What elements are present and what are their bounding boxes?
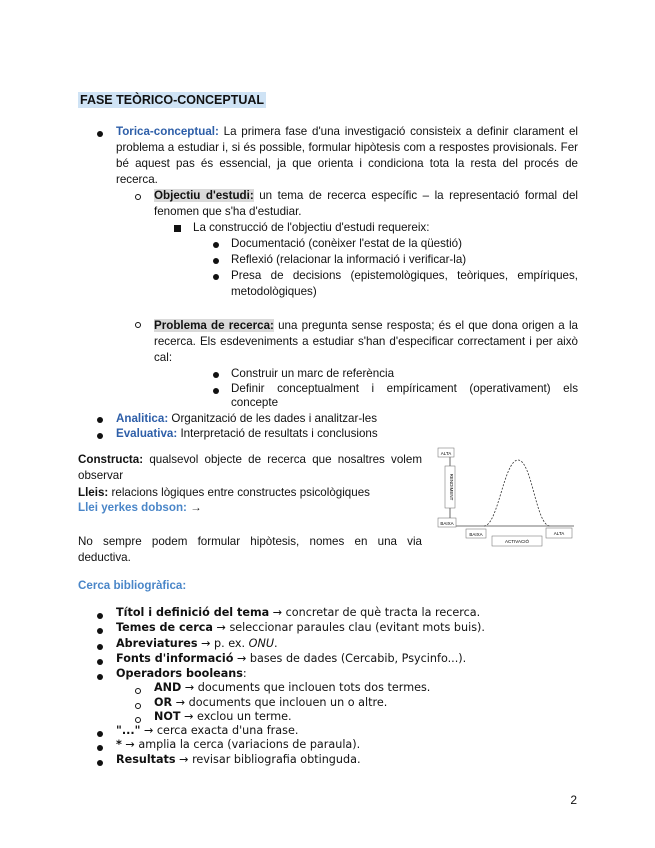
cerca-item-bold: Títol i definició del tema xyxy=(116,606,270,619)
bullet-circle xyxy=(135,194,141,200)
boolean-text: → documents que inclouen tots dos termes. xyxy=(181,681,431,694)
bullet-dot xyxy=(97,659,103,665)
graph-y-top-label: ALTA xyxy=(440,451,452,456)
torica-paragraph xyxy=(116,124,578,188)
bullet-dot xyxy=(213,242,219,248)
problema-item: Construir un marc de referència xyxy=(231,367,395,380)
objectiu-sub-intro: La construcció de l'objectiu d'estudi requereix: xyxy=(193,221,430,234)
bullet-dot xyxy=(97,433,103,439)
cerca-item-text: → concretar de què tracta la recerca. xyxy=(269,606,481,619)
cerca-item-bold: Temes de cerca xyxy=(116,621,213,634)
cerca-item-bold: Fonts d'informació xyxy=(116,652,234,665)
cerca-item-bold: Abreviatures xyxy=(116,637,198,650)
bullet-dot xyxy=(97,731,103,737)
cerca-item-italic: ONU xyxy=(248,637,275,650)
cerca-item-text: → cerca exacta d'una frase. xyxy=(140,724,299,737)
evaluativa-text: Interpretació de resultats i conclusions xyxy=(180,427,378,440)
constructa-text: qualsevol objecte de recerca que nosaltres volem observar xyxy=(78,453,422,482)
evaluativa-label: Evaluativa: xyxy=(116,427,178,440)
bullet-dot xyxy=(97,745,103,751)
cerca-item-bold: Operadors booleans xyxy=(116,667,243,680)
bullet-dot xyxy=(97,613,103,619)
graph-x-center-label: ACTIVACIÓ xyxy=(505,539,529,544)
cerca-item-bold: Resultats xyxy=(116,753,176,766)
bullet-dot xyxy=(213,274,219,280)
yerkes-arrow: → xyxy=(190,501,202,514)
boolean-text: → exclou un terme. xyxy=(180,710,292,723)
objectiu-text: un tema de recerca específic – la representació formal del fenomen que s'ha d'estudiar. xyxy=(154,189,578,218)
torica-text: La primera fase d'una investigació consisteix a definir clarament el problema a estudiar i, si és possible, formular hipòtesis com a respostes provisionals. Fer bé aquest pas és essencial, ja que orienta i condiciona tota la resta del procés de recerca. xyxy=(116,125,578,186)
cerca-item-text: → revisar bibliografia obtinguda. xyxy=(175,753,361,766)
bullet-square xyxy=(174,225,181,232)
analitica-label: Analitica: xyxy=(116,412,169,425)
bullet-dot xyxy=(97,417,103,423)
problema-paragraph xyxy=(154,318,578,366)
lleis-text: relacions lògiques entre constructes psicològiques xyxy=(111,486,370,499)
objectiu-label: Objectiu d'estudi: xyxy=(154,189,254,202)
bullet-dot xyxy=(97,131,103,137)
objectiu-item: Documentació (conèixer l'estat de la qüestió) xyxy=(231,237,462,250)
page-number: 2 xyxy=(570,793,577,807)
cerca-item-text: → bases de dades (Cercabib, Psycinfo...). xyxy=(233,652,467,665)
bullet-dot xyxy=(97,628,103,634)
cerca-item-text: → p. ex. xyxy=(197,637,249,650)
constructa-paragraph xyxy=(78,452,422,484)
cerca-item-text: → amplia la cerca (variacions de paraula). xyxy=(121,738,361,751)
boolean-bold: OR xyxy=(154,696,173,709)
objectiu-paragraph xyxy=(154,188,578,220)
cerca-item xyxy=(116,752,361,768)
cerca-item-text: : xyxy=(242,667,247,680)
section-heading: FASE TEÒRICO-CONCEPTUAL xyxy=(80,93,265,107)
bullet-dot xyxy=(213,372,219,378)
graph-x-right-label: ALTA xyxy=(553,531,565,536)
objectiu-item: Presa de decisions (epistemològiques, teòriques, empíriques, metodològiques) xyxy=(231,269,578,298)
graph-x-left-label: BAIXA xyxy=(469,532,483,537)
lleis-line xyxy=(78,485,370,501)
cerca-item-bold: * xyxy=(116,738,122,751)
problema-item: Definir conceptualment i empíricament (operativament) els concepte xyxy=(231,382,578,409)
bullet-circle xyxy=(135,688,141,694)
cerca-item xyxy=(116,620,485,636)
torica-label: Torica-conceptual: xyxy=(116,125,219,138)
cerca-item-bold: "..." xyxy=(116,724,141,737)
bullet-dot xyxy=(213,388,219,394)
problema-text: una pregunta sense resposta; és el que dona origen a la recerca. Els esdeveniments a estudiar s'han d'especificar correctament i per això cal: xyxy=(154,319,578,364)
lleis-label: Lleis: xyxy=(78,486,109,499)
cerca-item xyxy=(116,651,466,667)
objectiu-item: Reflexió (relacionar la informació i verificar-la) xyxy=(231,253,467,266)
bullet-dot xyxy=(97,760,103,766)
bullet-dot xyxy=(213,258,219,264)
graph-y-bottom-label: BAIXA xyxy=(440,521,454,526)
bullet-dot xyxy=(97,674,103,680)
boolean-bold: AND xyxy=(154,681,182,694)
cerca-item xyxy=(116,636,278,652)
bullet-circle xyxy=(135,322,141,328)
cerca-item xyxy=(116,737,360,753)
boolean-text: → documents que inclouen un o altre. xyxy=(172,696,388,709)
cerca-title: Cerca bibliogràfica: xyxy=(78,579,187,592)
boolean-bold: NOT xyxy=(154,710,181,723)
evaluativa-line xyxy=(116,426,378,442)
yerkes-line xyxy=(78,500,202,516)
yerkes-label: Llei yerkes dobson: xyxy=(78,501,187,514)
bullet-dot xyxy=(97,644,103,650)
constructa-label: Constructa: xyxy=(78,453,144,466)
graph-y-axis-label: RENDIMENT xyxy=(449,473,454,501)
yerkes-dodson-graph xyxy=(436,446,578,548)
bullet-circle xyxy=(135,703,141,709)
cerca-item xyxy=(116,605,480,621)
no-sempre-paragraph: No sempre podem formular hipòtesis, nomes en una via deductiva. xyxy=(78,535,422,564)
analitica-line xyxy=(116,411,377,427)
boolean-item xyxy=(154,680,430,696)
cerca-item-after: . xyxy=(274,637,278,650)
analitica-text: Organització de les dades i analitzar-les xyxy=(171,412,377,425)
problema-label: Problema de recerca: xyxy=(154,319,274,332)
cerca-item-text: → seleccionar paraules clau (evitant mots buis). xyxy=(212,621,485,634)
